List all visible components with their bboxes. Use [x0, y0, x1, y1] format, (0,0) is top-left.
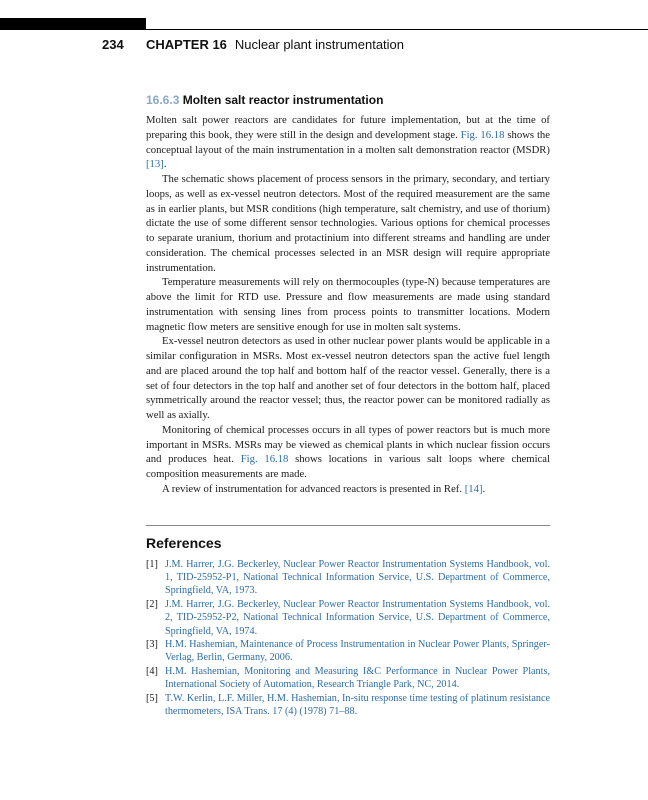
main-content [146, 93, 550, 718]
reference-item [146, 598, 550, 638]
section-heading [146, 93, 550, 107]
reference-number: [2] [146, 598, 158, 610]
reference-link[interactable]: J.M. Harrer, J.G. Beckerley, Nuclear Power Reactor Instrumentation Systems Handbook, vol. 1, TID-25952-P1, National Technical Information Service, U.S. Department of Commerce, Springfield, VA, 1973. [165, 558, 550, 597]
paragraph-text: . [482, 482, 486, 495]
reference-link[interactable]: T.W. Kerlin, L.F. Miller, H.M. Hashemian, In-situ response time testing of platinum resistance thermometers, ISA Trans. 17 (4) (1978) 71–88. [165, 692, 550, 717]
paragraph-2: The schematic shows placement of process sensors in the primary, secondary, and tertiary loops, as well as ex-vessel neutron detectors. Most of the required measurement are the same as in earlier plants, but MSR conditions (high temperature, salt chemistry, and use of thorium) dictate the use of some different sensor technologies. Various options for chemical processes to separate uranium, thorium and protactinium into different streams and handling are under consideration. The chemical processes selected in an MSR design will require appropriate instrumentation. [146, 173, 550, 274]
paragraph-4: Ex-vessel neutron detectors as used in other nuclear power plants would be applicable in a similar configuration in MSRs. Most ex-vessel neutron detectors span the active fuel length and are placed around the top half and bottom half of the reactor vessel. Generally, there is a set of four detectors in the top half and another set of four detectors in the bottom half, placed symmetrically around the reactor vessel; thus, the reactor power can be monitored radially as well as axially. [146, 335, 550, 421]
page-number: 234 [102, 37, 124, 52]
section-body [146, 113, 550, 497]
header-rule [146, 29, 648, 30]
reference-link[interactable]: H.M. Hashemian, Monitoring and Measuring I&C Performance in Nuclear Power Plants, International Society of Automation, Research Triangle Park, NC, 2014. [165, 665, 550, 691]
reference-number: [5] [146, 692, 158, 704]
figure-link[interactable]: Fig. 16.18 [460, 128, 505, 141]
running-header [102, 36, 404, 54]
paragraph-3: Temperature measurements will rely on thermocouples (type-N) because temperatures are above the limit for RTD use. Pressure and flow measurements are made using standard instrumentation with sensing lines from process points to transmitter locations. Modern magnetic flow meters are sensitive enough for use in molten salt systems. [146, 276, 550, 333]
reference-item [146, 665, 550, 692]
paragraph-1 [146, 113, 550, 172]
paragraph-6 [146, 482, 550, 497]
reference-number: [1] [146, 558, 158, 570]
header-black-bar [0, 18, 146, 30]
paragraph-text: . [163, 158, 167, 171]
paragraph-text: Molten salt power reactors are candidates for future implementation, but at the time of preparing this book, they were still in the design and development stage. [146, 114, 550, 141]
figure-link[interactable]: Fig. 16.18 [240, 453, 289, 466]
chapter-label: CHAPTER 16 [146, 37, 227, 52]
reference-item [146, 692, 550, 719]
reference-item [146, 638, 550, 665]
citation-link[interactable]: [13] [146, 158, 164, 171]
reference-link[interactable]: H.M. Hashemian, Maintenance of Process Instrumentation in Nuclear Power Plants, Springer-Verlag, Berlin, Germany, 2006. [165, 638, 550, 664]
citation-link[interactable]: [14] [464, 482, 483, 495]
reference-number: [3] [146, 638, 158, 650]
reference-item [146, 558, 550, 598]
references-divider [146, 525, 550, 526]
section-number: 16.6.3 [146, 93, 180, 107]
reference-number: [4] [146, 665, 158, 677]
reference-link[interactable]: J.M. Harrer, J.G. Beckerley, Nuclear Power Reactor Instrumentation Systems Handbook, vol. 2, TID-25952-P2, National Technical Information Service, U.S. Department of Commerce, Springfield, VA, 1974. [165, 598, 550, 637]
paragraph-5 [146, 423, 550, 482]
paragraph-text: shows locations in various salt loops where chemical composition measurements are made. [146, 453, 551, 480]
paragraph-text: Monitoring of chemical processes occurs in all types of power reactors but is much more important in MSRs. MSRs may be viewed as chemical plants in which nuclear fission occurs and produces heat. [146, 423, 550, 466]
section-title: Molten salt reactor instrumentation [182, 93, 384, 107]
paragraph-text: shows the conceptual layout of the main instrumentation in a molten salt demonstration reactor (MSDR) [146, 128, 551, 156]
references-heading: References [146, 534, 222, 551]
reference-list [146, 558, 550, 719]
chapter-title: Nuclear plant instrumentation [234, 37, 405, 52]
paragraph-text: A review of instrumentation for advanced reactors is presented in Ref. [162, 482, 465, 495]
